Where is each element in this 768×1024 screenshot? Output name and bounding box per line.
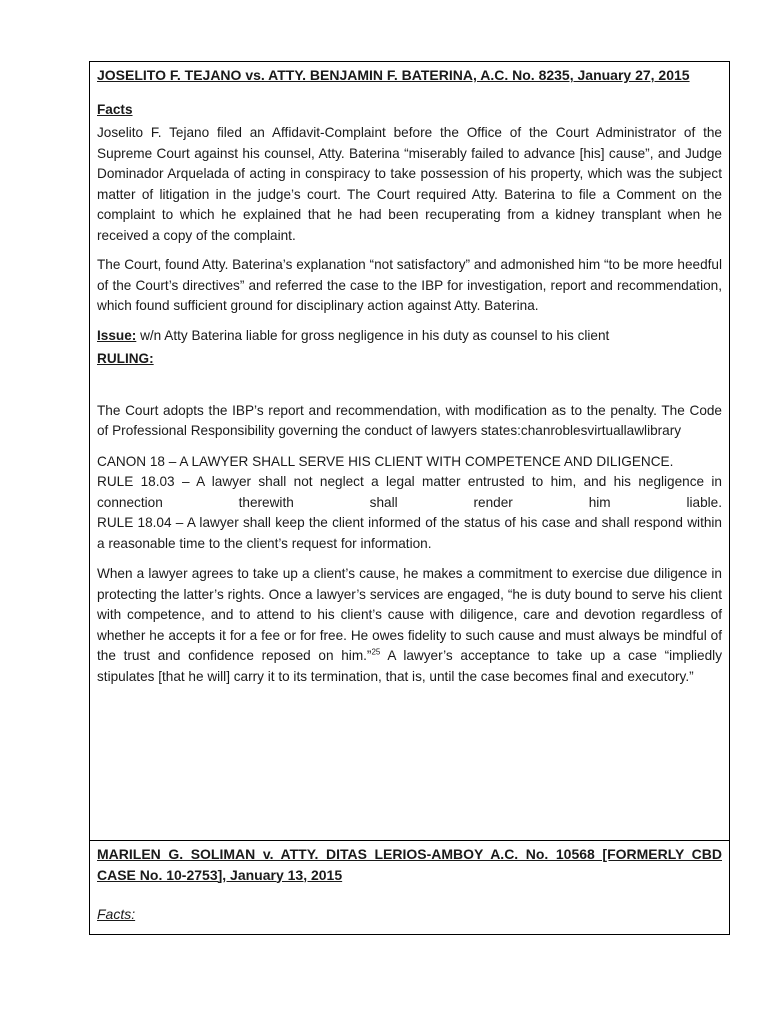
canon-18: CANON 18 – A LAWYER SHALL SERVE HIS CLIENT WITH COMPETENCE AND DILIGENCE. bbox=[97, 453, 674, 469]
ruling-paragraph-2-part-b: A lawyer’s acceptance to take up a case “impliedly stipulates [that he will] carry it to its termination, that is, until the case becomes final and executory.” bbox=[97, 648, 722, 684]
issue-label: Issue: bbox=[97, 327, 137, 343]
case-title: JOSELITO F. TEJANO vs. ATTY. BENJAMIN F. BATERINA, A.C. No. 8235, January 27, 2015 bbox=[97, 67, 690, 83]
ruling-paragraph-2 bbox=[97, 564, 722, 687]
footnote-reference: 25 bbox=[371, 647, 381, 657]
issue-text: w/n Atty Baterina liable for gross negligence in his duty as counsel to his client bbox=[136, 327, 610, 343]
case-title-2: MARILEN G. SOLIMAN v. ATTY. DITAS LERIOS-AMBOY A.C. No. 10568 [FORMERLY CBD CASE No. 10-2753], January 13, 2015 bbox=[97, 846, 722, 883]
ruling-heading: RULING: bbox=[97, 351, 154, 366]
rule-18-04: RULE 18.04 – A lawyer shall keep the client informed of the status of his case and shall respond within a reasonable time to the client’s request for information. bbox=[97, 515, 722, 551]
ruling-paragraph-2-part-a: When a lawyer agrees to take up a client’s cause, he makes a commitment to exercise due diligence in protecting the latter’s rights. Once a lawyer’s services are engaged, “he is duty bound to serve his client with competence, and to attend to his client’s cause with diligence, care and devotion regardless of whether he accepts it for a fee or for free. He owes fidelity to such cause and must always be mindful of the trust and confidence reposed on him.” bbox=[97, 566, 722, 663]
rule-18-03: RULE 18.03 – A lawyer shall not neglect a legal matter entrusted to him, and his negligence in connection therewith shall render him liable. bbox=[97, 474, 722, 510]
case-cell-soliman bbox=[90, 841, 729, 934]
facts-paragraph-2: The Court, found Atty. Baterina’s explanation “not satisfactory” and admonished him “to be more heedful of the Court’s directives” and referred the case to the IBP for investigation, report and recommendation, which found sufficient ground for disciplinary action against Atty. Baterina. bbox=[97, 257, 722, 313]
facts-heading-2: Facts: bbox=[97, 906, 136, 922]
facts-heading: Facts bbox=[97, 101, 133, 117]
ruling-paragraph-1: The Court adopts the IBP’s report and recommendation, with modification as to the penalty. The Code of Professional Responsibility governing the conduct of lawyers states:chanroblesvirtuallawlibrary bbox=[97, 402, 722, 438]
case-cell-tejano bbox=[90, 62, 729, 841]
facts-paragraph-1: Joselito F. Tejano filed an Affidavit-Complaint before the Office of the Court Administrator of the Supreme Court against his counsel, Atty. Baterina “miserably failed to advance [his] cause”, and Judge Dominador Arquelada of acting in conspiracy to take possession of his property, which was the subject matter of litigation in the judge’s court. The Court required Atty. Baterina to file a Comment on the complaint to which he explained that he had been recuperating from a kidney transplant when he received a copy of the complaint. bbox=[97, 125, 722, 243]
case-digest-table bbox=[89, 61, 730, 935]
issue-line bbox=[97, 326, 722, 347]
